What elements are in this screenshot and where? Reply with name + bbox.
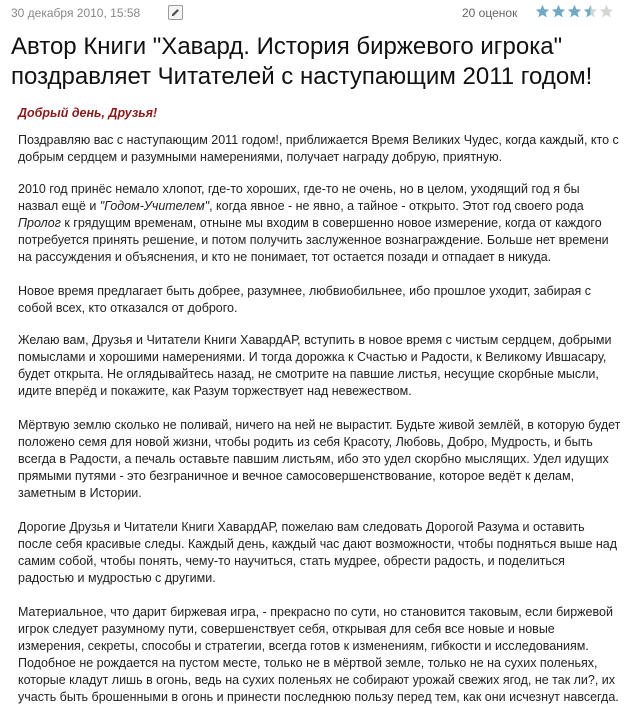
star-icon[interactable] xyxy=(599,4,614,19)
paragraph-text: Материальное, что дарит биржевая игра, - прекрасно по сути, но становится таковым, если биржевой игрок следует разумному пути, совершенствует себя, открывая для себя все новые и новые измерения, секреты, способы и стратегии, всегда готов к изменениям, гибкости и исследованиям. Подобное не рождается на пустом месте, только не в мёртвой земле, только не на сухих поленьях, которые кладут лишь в огонь, ведь на сухих поленьях не собирают урожай свежих ягод, не так ли?, их участь быть брошенными в огонь и принести последнюю пользу перед тем, как они исчезнут навсегда. xyxy=(18,605,619,704)
emphasis-text: "Годом-Учителем" xyxy=(99,199,210,213)
edit-icon[interactable] xyxy=(168,5,183,20)
post-date: 30 декабря 2010, 15:58 xyxy=(11,6,141,20)
paragraph-text: к грядущим временам, отныне мы входим в совершенно новое измерение, когда от каждого потребуется принять решение, и потом получить заслуженное вознаграждение. Больше нет времени на рассуждения и объяснения, и кто не понимает, тот остается позади и отпадает в никуда. xyxy=(18,216,609,264)
star-icon[interactable] xyxy=(535,4,550,19)
article-paragraph xyxy=(18,332,621,400)
article-paragraph xyxy=(18,181,621,266)
article-paragraph xyxy=(18,132,621,166)
paragraph-text: , когда явное - не явно, а тайное - открыто. Этот год своего рода xyxy=(209,199,584,213)
rating-count: 20 оценок xyxy=(462,6,518,20)
paragraph-text: Новое время предлагает быть добрее, разумнее, любвиобильнее, ибо прошлое уходит, забирая с собой всех, кто отказался от доброго. xyxy=(18,284,592,315)
star-icon[interactable] xyxy=(567,4,582,19)
star-icon[interactable] xyxy=(583,4,598,19)
article-paragraph xyxy=(18,417,621,502)
article-body xyxy=(18,132,621,721)
article-paragraph xyxy=(18,604,621,706)
post-meta-bar xyxy=(0,0,625,28)
star-icon[interactable] xyxy=(551,4,566,19)
paragraph-text: Дорогие Друзья и Читатели Книги ХавардАР, пожелаю вам следовать Дорогой Разума и оставить после себя красивые следы. Каждый день, каждый час дают возможности, чтобы подняться выше над самим собой, чтобы понять, чему-то научиться, стать мудрее, обрести радость, и поделиться радостью и мудростью с другими. xyxy=(18,520,618,585)
article-greeting: Добрый день, Друзья! xyxy=(18,106,158,120)
article-paragraph xyxy=(18,519,621,587)
paragraph-text: 2010 год принёс немало хлопот, где-то хороших, где-то не очень, но в целом, уходящий год я бы назвал ещё и xyxy=(18,182,580,213)
article-paragraph xyxy=(18,283,621,317)
paragraph-text: Желаю вам, Друзья и Читатели Книги ХавардАР, вступить в новое время с чистым сердцем, добрыми помыслами и хорошими намерениями. И тогда дорожка к Счастью и Радости, к Великому Ившасару, будет открыта. Не оглядывайтесь назад, не смотрите на павшие листья, несущие скорбные мысли, идите вперёд и покажите, как Разум торжествует над невежеством. xyxy=(18,333,612,398)
paragraph-text: Поздравляю вас с наступающим 2011 годом!, приближается Время Великих Чудес, когда каждый, кто с добрым сердцем и разумными намерениями, получает награду добрую, приятную. xyxy=(18,133,619,164)
emphasis-text: Пролог xyxy=(18,216,61,230)
article-title: Автор Книги "Хавард. История биржевого игрока" поздравляет Читателей с наступающим 2011 годом! xyxy=(11,33,593,90)
paragraph-text: Мёртвую землю сколько не поливай, ничего на ней не вырастит. Будьте живой землёй, в которую будет положено семя для новой жизни, чтобы родить из себя Красоту, Любовь, Добро, Мудрость, и быть всегда в Радости, а печаль оставьте павшим листьям, ибо это удел скорбно мыслящих. Удел идущих прямыми путями - это безграничное и вечное самосовершенствование, которое ведёт к делам, заметным в Истории. xyxy=(18,418,621,500)
